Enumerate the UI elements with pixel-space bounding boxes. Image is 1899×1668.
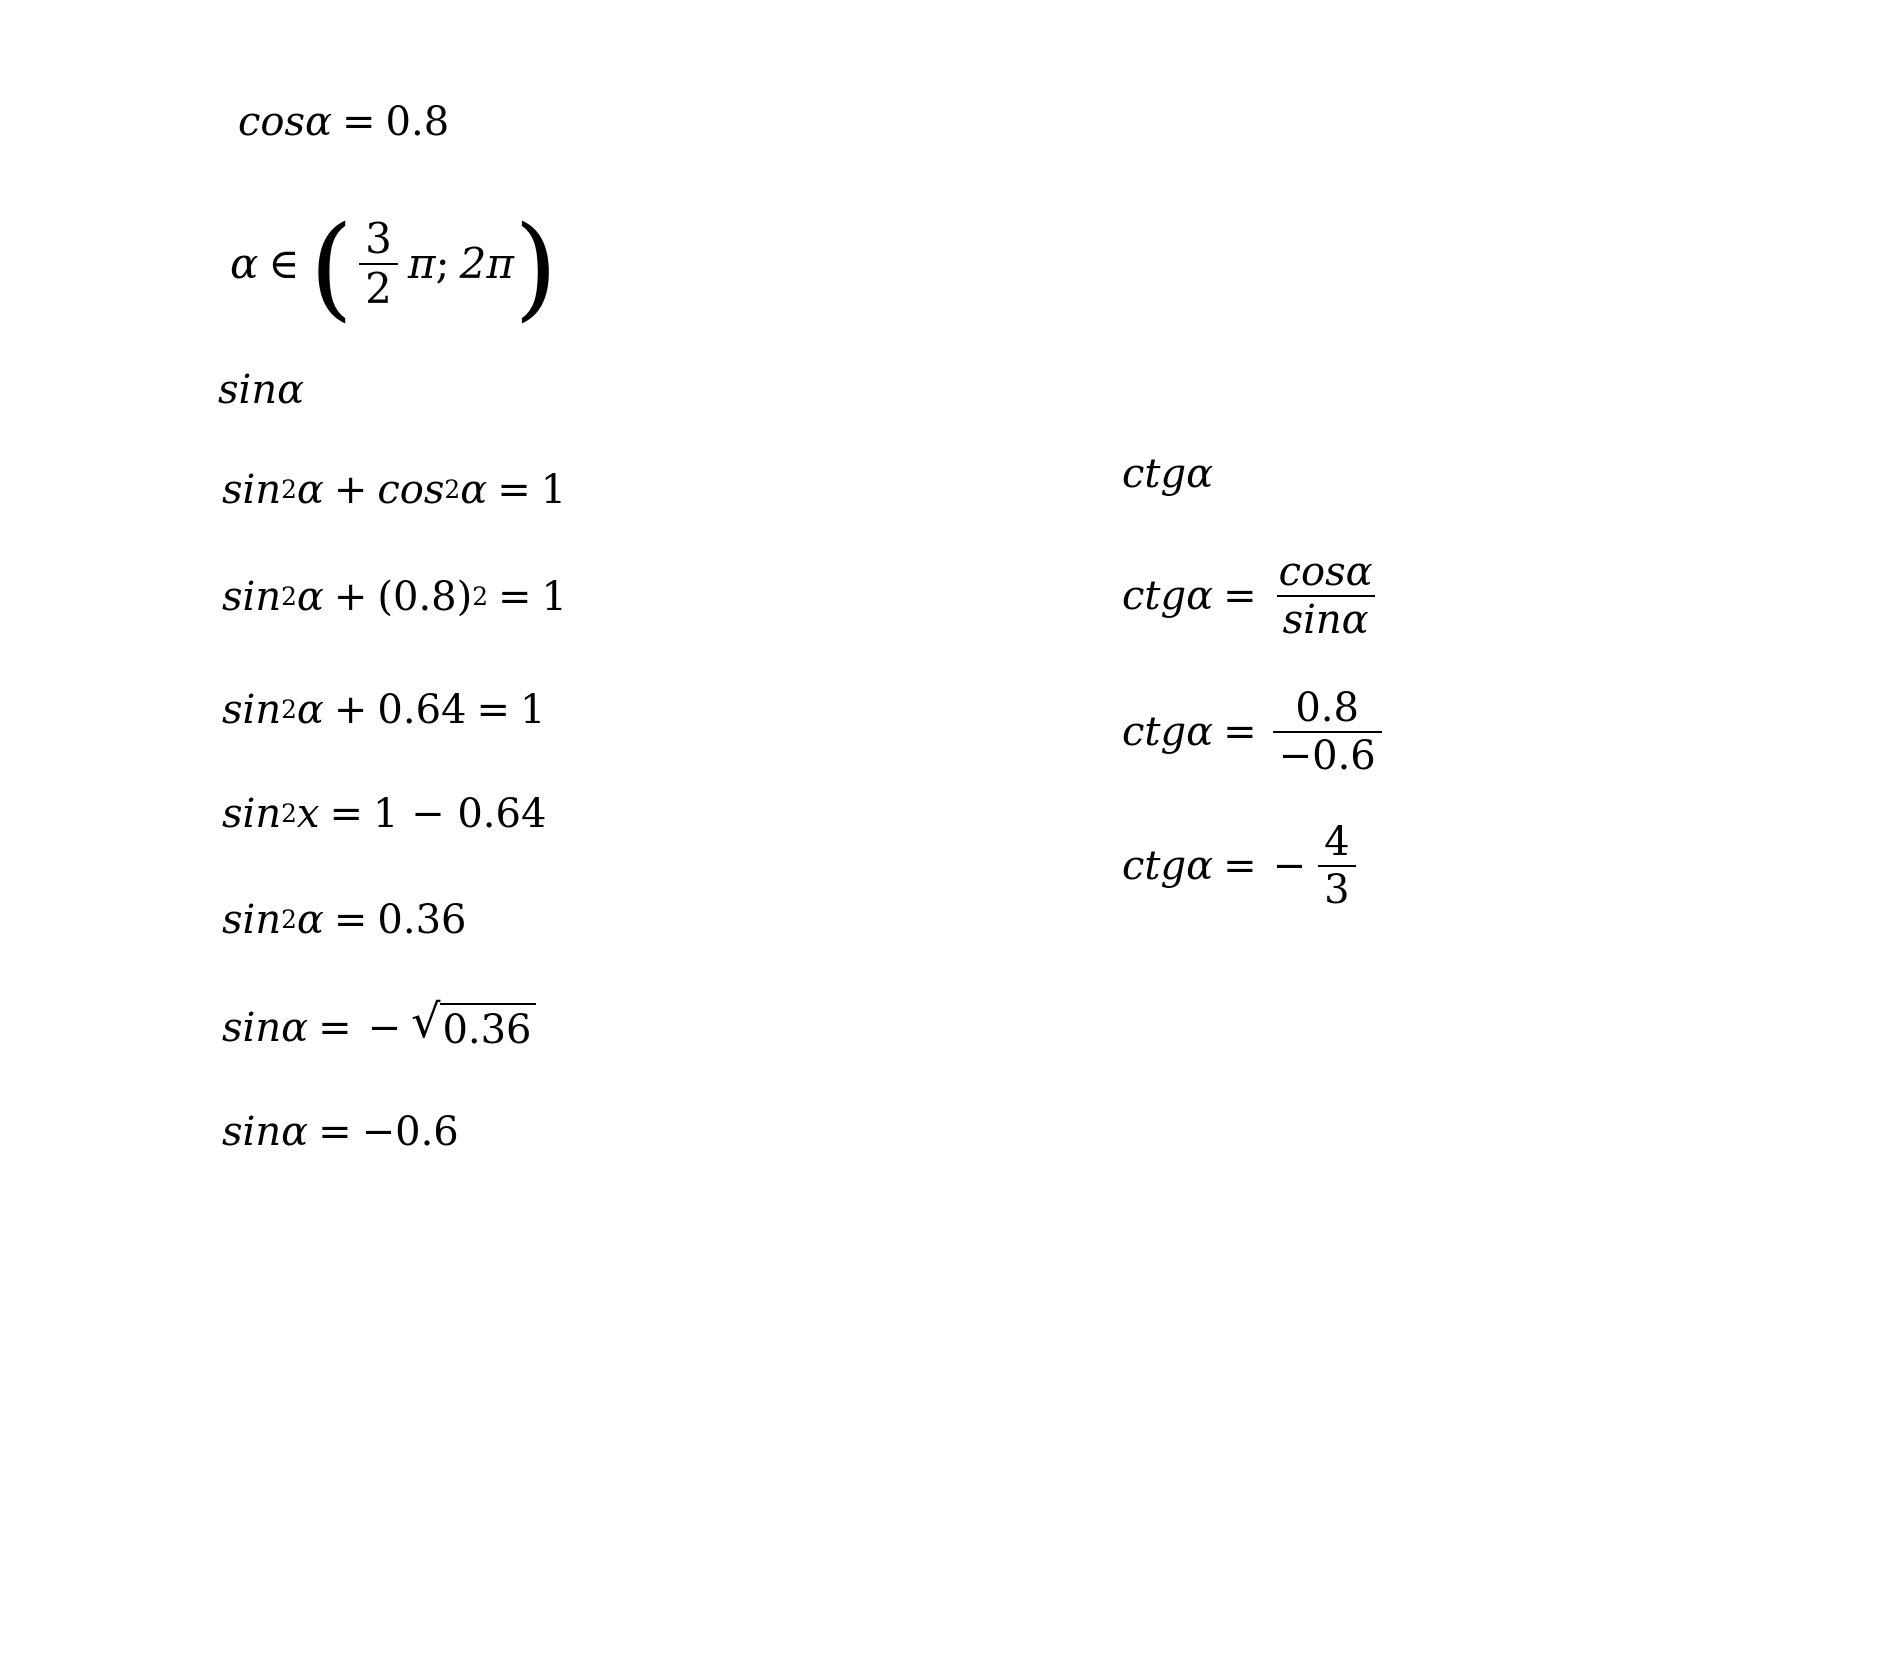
identity-result: 1	[541, 574, 567, 620]
fraction-values	[1273, 685, 1382, 779]
squared-value: 0.64	[377, 687, 467, 733]
ctg-alpha-label: ctgα	[1122, 573, 1214, 619]
cos-argument: α	[460, 467, 488, 513]
fraction-numerator: 0.8	[1295, 685, 1359, 731]
fraction-four-thirds	[1318, 819, 1355, 913]
equation-cos-given	[238, 100, 449, 144]
equals-sign: =	[318, 1004, 352, 1051]
equals-sign: =	[1223, 573, 1257, 619]
sin-squared-result: 0.36	[377, 897, 467, 943]
sin-alpha-label: sinα	[222, 1004, 309, 1051]
radicand-value: 0.36	[440, 1003, 535, 1052]
sin-final-value: −0.6	[361, 1109, 459, 1155]
sin-base: sin	[222, 574, 282, 620]
cos-alpha-label: cosα	[238, 99, 333, 145]
step-isolate-sin-squared: sin 2 x = 1 − 0.64	[222, 791, 547, 837]
step-sin-squared-value: sin 2 α = 0.36	[222, 897, 467, 943]
fraction-three-halves	[359, 214, 398, 313]
sin-base: sin	[222, 897, 282, 943]
radical-icon: √	[411, 994, 441, 1048]
substituted-value: (0.8)	[377, 574, 473, 620]
fraction-numerator: cosα	[1278, 549, 1373, 595]
sin-base: sin	[222, 467, 282, 513]
square-root-expression	[411, 994, 535, 1053]
ctg-alpha-label: ctgα	[1122, 843, 1214, 889]
left-column-heading: sinα	[218, 367, 305, 413]
equals-sign: =	[318, 1109, 352, 1155]
pi-symbol-second: 2π	[459, 238, 514, 288]
sin-argument: α	[296, 574, 324, 620]
ctg-alpha-label: ctgα	[1122, 709, 1214, 755]
equation-alpha-domain: α ∈ ( $\frac{3}{2}$ π ; 2π )	[230, 203, 558, 333]
step-pythagorean-identity: sin 2 α + cos 2 α = 1	[222, 467, 567, 513]
difference-expression: 1 − 0.64	[372, 791, 547, 837]
fraction-denominator: 2	[359, 263, 398, 310]
right-column-heading: ctgα	[1122, 451, 1214, 497]
plus-sign: +	[333, 687, 368, 733]
identity-result: 1	[519, 687, 546, 733]
fraction-numerator: 3	[365, 214, 392, 263]
sin-argument: α	[296, 467, 324, 513]
fraction-denominator: 3	[1318, 865, 1355, 910]
minus-sign: −	[367, 1004, 402, 1051]
plus-sign: +	[333, 574, 368, 620]
equals-sign: =	[1223, 709, 1257, 755]
fraction-cos-over-sin	[1273, 549, 1379, 643]
equals-sign: =	[333, 897, 368, 943]
sin-argument: α	[296, 687, 324, 733]
domain-separator: ;	[435, 238, 450, 288]
pi-symbol-first: π	[407, 238, 436, 288]
cos-value: 0.8	[385, 99, 450, 145]
step-ctg-final	[1122, 819, 1362, 913]
equals-sign: =	[476, 687, 510, 733]
equals-sign: =	[342, 99, 376, 145]
minus-sign: −	[1272, 843, 1307, 889]
step-ctg-substituted	[1122, 685, 1388, 779]
equals-sign: =	[497, 467, 531, 513]
alpha-symbol: α	[230, 238, 259, 288]
fraction-numerator: 4	[1324, 819, 1350, 865]
sin-argument: x	[296, 791, 320, 837]
sin-base: sin	[222, 791, 282, 837]
equals-sign: =	[1223, 843, 1257, 889]
identity-result: 1	[540, 467, 567, 513]
element-of-icon: ∈	[268, 238, 300, 288]
sin-alpha-label: sinα	[222, 1109, 309, 1155]
step-take-negative-root	[222, 994, 536, 1053]
fraction-denominator: sinα	[1277, 595, 1375, 640]
sin-argument: α	[296, 897, 324, 943]
equals-sign: =	[498, 574, 532, 620]
cos-base: cos	[377, 467, 445, 513]
sin-base: sin	[222, 687, 282, 733]
fraction-denominator: −0.6	[1273, 731, 1382, 776]
step-sin-final	[222, 1110, 459, 1154]
step-ctg-definition	[1122, 549, 1385, 643]
step-substitute-cos: sin 2 α + (0.8) 2 = 1	[222, 574, 567, 620]
equals-sign: =	[329, 791, 363, 837]
step-square-value: sin 2 α + 0.64 = 1	[222, 687, 546, 733]
plus-sign: +	[333, 467, 368, 513]
